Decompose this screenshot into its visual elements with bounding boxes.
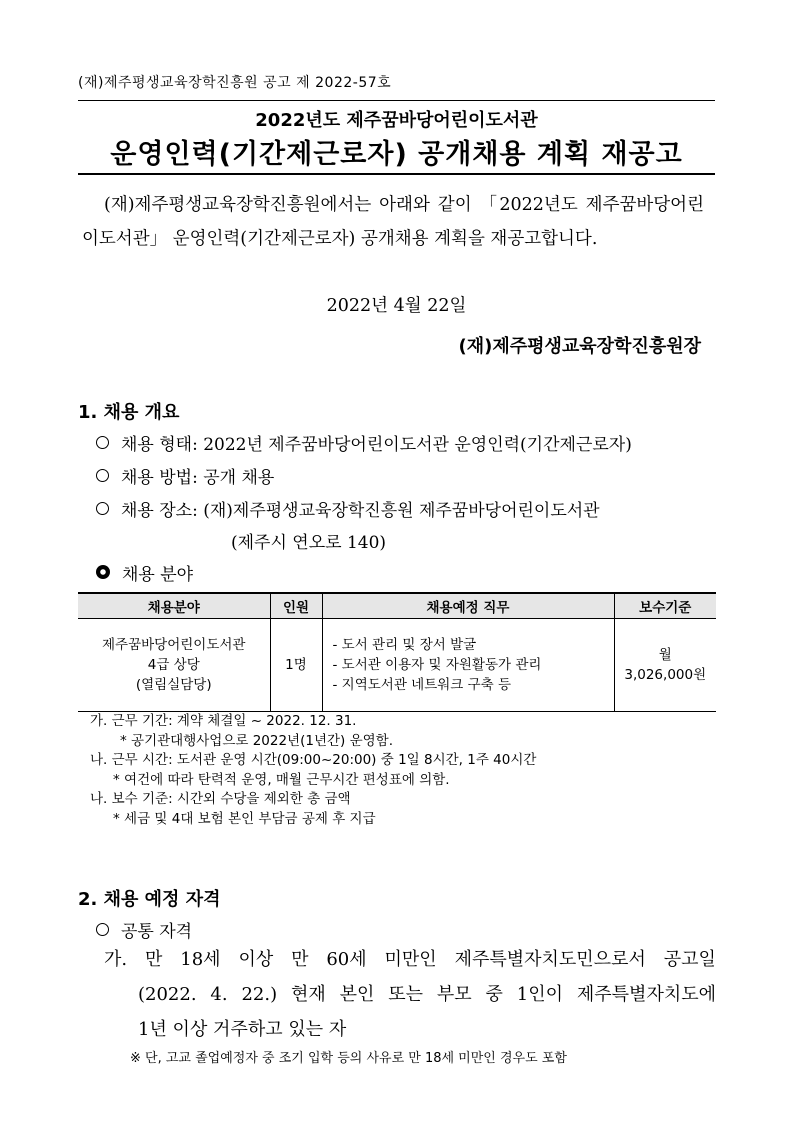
- overview-item-method: 채용 방법: 공개 채용: [96, 463, 274, 488]
- header-pay: 보수기준: [614, 593, 716, 619]
- qualification-line-2: (2022. 4. 22.) 현재 본인 또는 부모 중 1인이 제주특별자치도에: [138, 984, 716, 1005]
- section-1-title: 1. 채용 개요: [78, 402, 180, 423]
- note-work-hours: 나. 근무 시간: 도서관 운영 시간(09:00~20:00) 중 1일 8시간, 1주 40시간: [90, 752, 537, 769]
- cell-field: 제주꿈바당어린이도서관 4급 상당 (열림실담당): [78, 619, 270, 712]
- shadowed-circle-bullet-icon: [96, 565, 110, 579]
- cell-count: 1명: [270, 619, 322, 712]
- qualification-line-1: 가. 만 18세 이상 만 60세 미만인 제주특별자치도민으로서 공고일: [104, 949, 716, 970]
- notice-subtitle: 2022년도 제주꿈바당어린이도서관: [255, 110, 538, 131]
- positions-table: [78, 592, 716, 712]
- qualification-line-3: 1년 이상 거주하고 있는 자: [138, 1019, 347, 1040]
- overview-item-location: 채용 장소: (재)제주평생교육장학진흥원 제주꿈바당어린이도서관: [96, 496, 600, 521]
- note-pay-standard-detail: * 세금 및 4대 보험 본인 부담금 공제 후 지급: [113, 810, 376, 827]
- header-field: 채용분야: [78, 593, 270, 619]
- header-count: 인원: [270, 593, 322, 619]
- note-work-period-detail: * 공기관대행사업으로 2022년(1년간) 운영함.: [120, 732, 394, 749]
- common-qualification-heading: 공통 자격: [96, 917, 192, 942]
- notice-title: 운영인력(기간제근로자) 공개채용 계획 재공고: [110, 139, 683, 170]
- notice-date: 2022년 4월 22일: [326, 296, 467, 316]
- table-row: [78, 619, 716, 712]
- overview-item-field: 채용 분야: [96, 560, 193, 585]
- section-2-title: 2. 채용 예정 자격: [78, 889, 221, 910]
- issuer-signature: (재)제주평생교육장학진흥원장: [458, 336, 701, 357]
- header-rule-top: [78, 100, 715, 101]
- overview-item-type: 채용 형태: 2022년 제주꿈바당어린이도서관 운영인력(기간제근로자): [96, 430, 632, 455]
- note-pay-standard: 나. 보수 기준: 시간외 수당을 제외한 총 금액: [90, 791, 351, 808]
- note-work-hours-detail: * 여건에 따라 탄력적 운영, 매월 근무시간 편성표에 의함.: [113, 771, 450, 788]
- hollow-circle-bullet-icon: [96, 502, 109, 515]
- table-header-row: [78, 593, 716, 619]
- document-number: (재)제주평생교육장학진흥원 공고 제 2022-57호: [78, 75, 392, 91]
- location-address: (제주시 연오로 140): [231, 533, 387, 553]
- qualification-item: [104, 942, 716, 1047]
- note-work-period: 가. 근무 기간: 계약 체결일 ~ 2022. 12. 31.: [90, 713, 357, 729]
- hollow-circle-bullet-icon: [96, 923, 109, 936]
- hollow-circle-bullet-icon: [96, 469, 109, 482]
- header-rule-bottom: [78, 173, 715, 175]
- cell-duties: - 도서 관리 및 장서 발굴 - 도서관 이용자 및 자원활동가 관리 - 지역도서관 네트워크 구축 등: [322, 619, 614, 712]
- qualification-note: ※ 단, 고교 졸업예정자 중 조기 입학 등의 사유로 만 18세 미만인 경우도 포함: [130, 1051, 567, 1066]
- cell-pay: 월 3,026,000원: [614, 619, 716, 712]
- intro-paragraph: (재)제주평생교육장학진흥원에서는 아래와 같이 「2022년도 제주꿈바당어린이도서관」 운영인력(기간제근로자) 공개채용 계획을 재공고합니다.: [82, 195, 704, 249]
- header-duties: 채용예정 직무: [322, 593, 614, 619]
- table-notes: [90, 712, 536, 830]
- hollow-circle-bullet-icon: [96, 436, 109, 449]
